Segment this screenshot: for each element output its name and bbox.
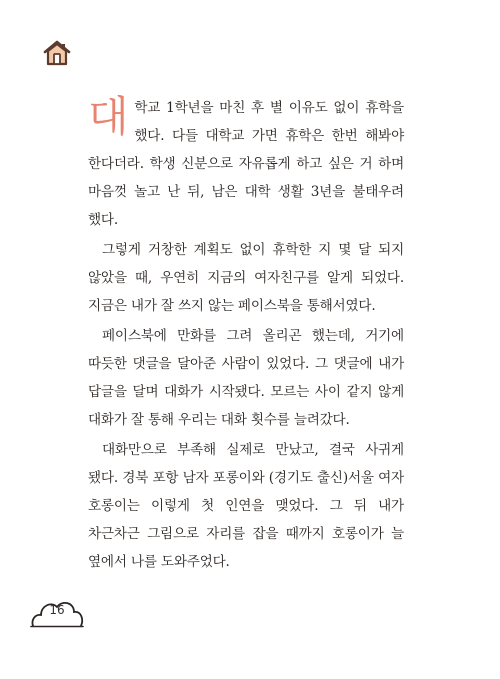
page-number: 16 <box>49 603 65 617</box>
page-number-badge <box>29 590 85 630</box>
paragraph-2: 그렇게 거창한 계획도 없이 휴학한 지 몇 달 되지 않았을 때, 우연히 지금의 여자친구를 알게 되었다. 지금은 내가 잘 쓰지 않는 페이스북을 통해서였다. <box>88 242 404 314</box>
paragraph-3: 페이스북에 만화를 그려 올리곤 했는데, 거기에 따듯한 댓글을 달아준 사람이 있었다. 그 댓글에 내가 답글을 달며 대화가 시작됐다. 모르는 사이 같지 않게 대화가 잘 통해 우리는 대화 횟수를 늘려갔다. <box>88 328 404 428</box>
chapter-text <box>88 94 404 576</box>
paragraph-1-text: 학교 1학년을 마친 후 별 이유도 없이 휴학을 했다. 다들 대학교 가면 휴학은 한번 해봐야 한다더라. 학생 신분으로 자유롭게 하고 싶은 거 하며 마음껏 놀고 난 뒤, 남은 대학 생활 3년을 불태우려 했다. <box>88 100 404 228</box>
home-icon[interactable] <box>41 37 73 69</box>
paragraph-4: 대화만으로 부족해 실제로 만났고, 결국 사귀게 됐다. 경북 포항 남자 포롱이와 (경기도 출신)서울 여자 호롱이는 이렇게 첫 인연을 맺었다. 그 뒤 내가 차근차근 그림으로 자리를 잡을 때까지 호롱이가 늘 옆에서 나를 도와주었다. <box>88 442 404 570</box>
paragraph-1 <box>88 94 404 234</box>
drop-cap: 대 <box>88 92 129 141</box>
